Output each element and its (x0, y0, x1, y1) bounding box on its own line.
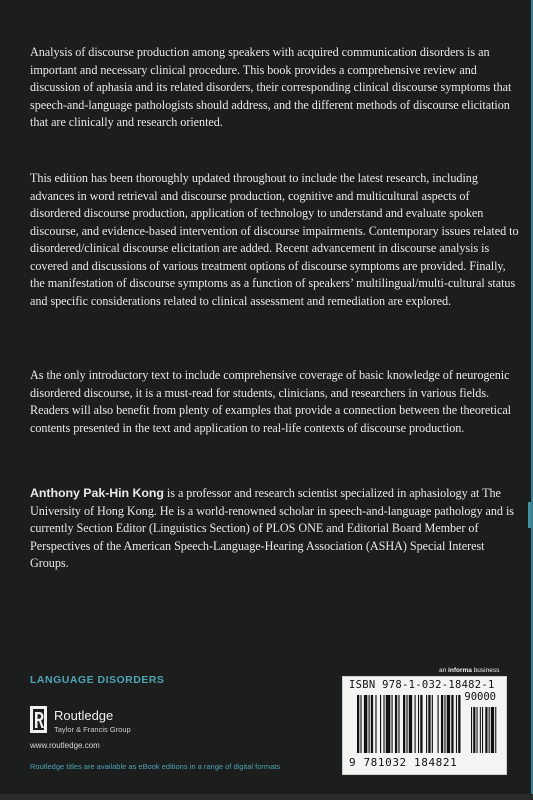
edge-marker (528, 502, 531, 528)
isbn-text: ISBN 978-1-032-18482-1 (349, 679, 495, 691)
ebook-note: Routledge titles are available as eBook editions in a range of digital formats (30, 762, 281, 771)
informa-business-label (439, 667, 499, 674)
description-paragraph-1: Analysis of discourse production among speakers with acquired communication disorders is an important and necessary clinical procedure. This book provides a comprehensive review and discussion of aphasia and its related disorders, their corresponding clinical discourse symptoms that speech-and-language pathologists should address, and the different methods of discourse elicitation that are clinically and research oriented. (30, 45, 512, 129)
price-code: 90000 (464, 691, 496, 703)
routledge-logo-icon (30, 706, 48, 734)
ean-digits: 9 781032 184821 (349, 756, 458, 769)
bottom-edge (0, 794, 533, 800)
description-paragraph-3: As the only introductory text to include comprehensive coverage of basic knowledge of neurogenic disordered discourse, it is a must-read for students, clinicians, and researchers in various fields. Readers will also benefit from plenty of examples that provide a connection between the theoretical contents presented in the text and application to real-life contexts of discourse production. (30, 368, 512, 435)
author-bio-text: is a professor and research scientist specialized in aphasiology at The University of Hong Kong. He is a world-renowned scholar in speech-and-language pathology and is currently Section Editor (Linguistics Section) of PLOS ONE and Editorial Board Member of Perspectives of the American Speech-Language-Hearing Association (ASHA) Special Interest Groups. (30, 486, 514, 570)
barcode-graphic (349, 695, 499, 755)
publisher-logo (30, 706, 190, 736)
author-bio (30, 485, 520, 573)
informa-name: informa (448, 667, 472, 674)
informa-suffix: business (471, 667, 500, 674)
publisher-tagline: Taylor & Francis Group (54, 725, 131, 734)
publisher-name: Routledge (54, 708, 114, 723)
barcode-panel (342, 676, 507, 775)
informa-prefix: an (439, 667, 449, 674)
series-label: LANGUAGE DISORDERS (30, 674, 165, 686)
description-paragraph-2: This edition has been thoroughly updated throughout to include the latest research, including advances in word retrieval and discourse production, cognitive and multicultural aspects of disordered discourse production, application of technology to understand and evaluate spoken discourse, and evidence-based intervention of discourse impairments. Contemporary issues related to disordered/clinical discourse elicitation are added. Recent advancement in discourse analysis is covered and discussions of various treatment options of discourse symptoms are provided. Finally, the manifestation of discourse symptoms as a function of speakers’ multilingual/multi-cultural status and specific considerations related to clinical assessment and remediation are explored. (30, 171, 519, 308)
publisher-website: www.routledge.com (30, 741, 100, 750)
author-name: Anthony Pak-Hin Kong (30, 486, 164, 500)
